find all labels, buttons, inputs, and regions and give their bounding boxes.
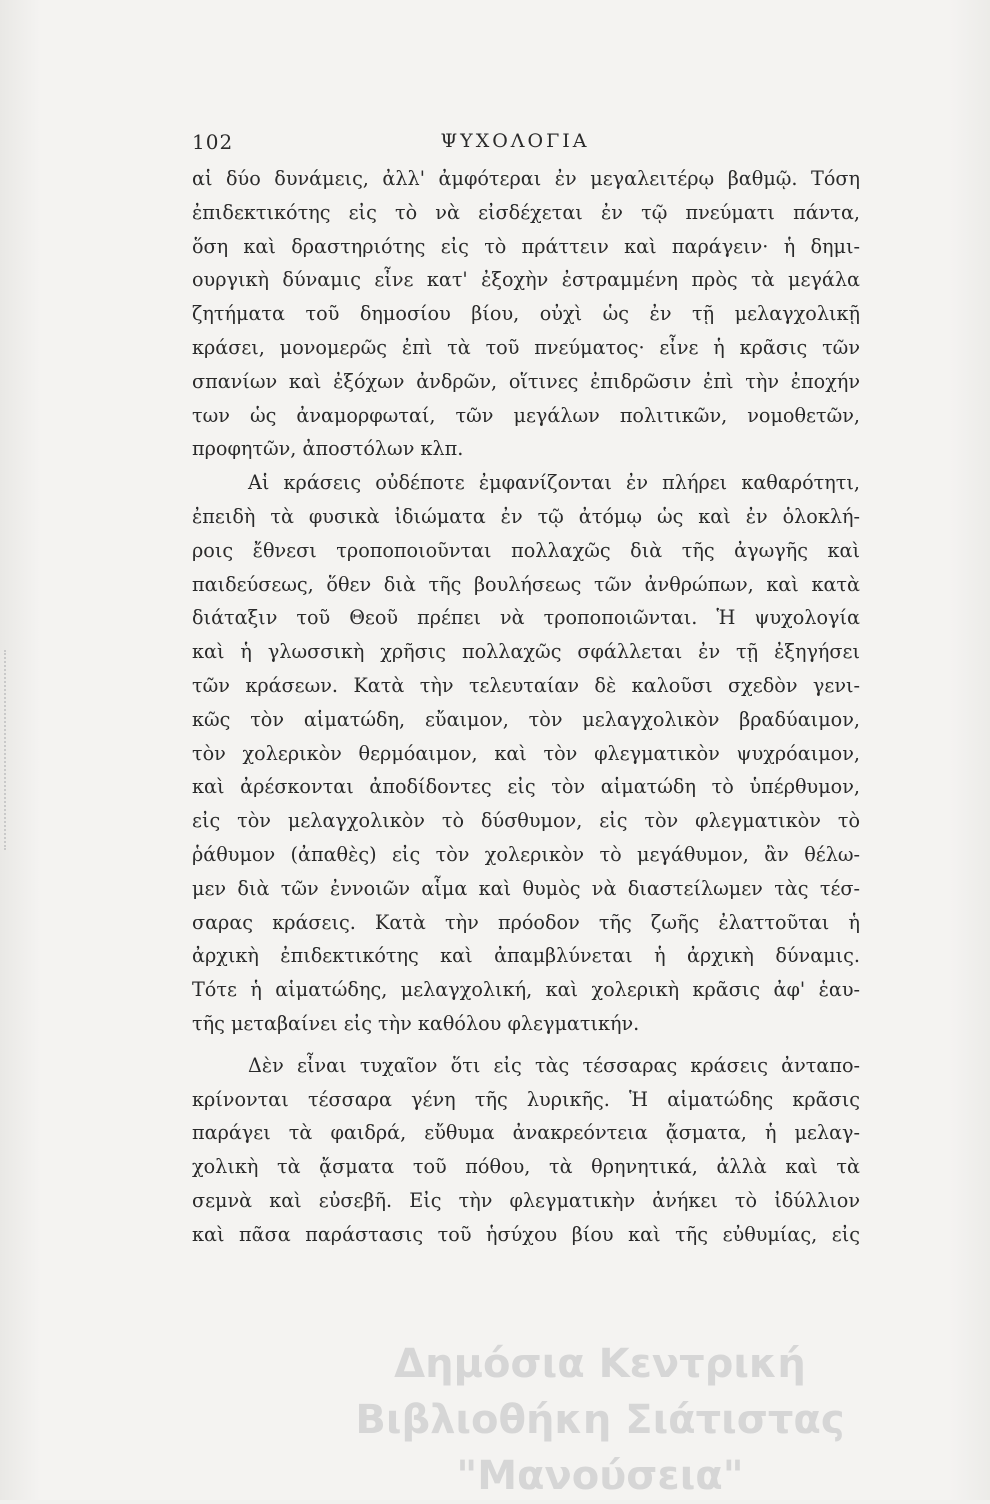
body-text — [192, 162, 860, 1252]
text-line: κρίνονται τέσσαρα γένη τῆς λυρικῆς. Ἡ αἱματώδης κρᾶσις — [192, 1087, 860, 1111]
text-line: σπανίων καὶ ἐξόχων ἀνδρῶν, οἵτινες ἐπιδρῶσιν ἐπὶ τὴν ἐποχήν — [192, 369, 860, 393]
text-line: διάταξιν τοῦ Θεοῦ πρέπει νὰ τροποποιῶνται. Ἡ ψυχολογία — [192, 606, 860, 630]
paragraph-3 — [192, 1049, 860, 1252]
text-line: σεμνὰ καὶ εὐσεβῆ. Εἰς τὴν φλεγματικὴν ἀνήκει τὸ ἰδύλλιον — [192, 1188, 860, 1212]
text-line: προφητῶν, ἀποστόλων κλπ. — [192, 437, 464, 461]
text-line: παράγει τὰ φαιδρά, εὔθυμα ἀνακρεόντεια ᾄσματα, ἡ μελαγ- — [192, 1121, 860, 1145]
text-line: ζητήματα τοῦ δημοσίου βίου, οὐχὶ ὡς ἐν τῇ μελαγχολικῇ — [192, 302, 860, 326]
paragraph-gap — [192, 1041, 860, 1049]
paragraph-1 — [192, 162, 860, 466]
text-line: τὸν χολερικὸν θερμόαιμον, καὶ τὸν φλεγματικὸν ψυχρόαιμον, — [192, 741, 860, 765]
text-line: Τότε ἡ αἱματώδης, μελαγχολική, καὶ χολερικὴ κρᾶσις ἀφ' ἑαυ- — [192, 978, 860, 1002]
text-line: σαρας κράσεις. Κατὰ τὴν πρόοδον τῆς ζωῆς ἐλαττοῦται ἡ — [192, 910, 860, 934]
text-line: ουργικὴ δύναμις εἶνε κατ' ἐξοχὴν ἐστραμμένη πρὸς τὰ μεγάλα — [192, 268, 860, 292]
text-line: κράσει, μονομερῶς ἐπὶ τὰ τοῦ πνεύματος· εἶνε ἡ κρᾶσις τῶν — [192, 335, 860, 359]
text-line: ὅση καὶ δραστηριότης εἰς τὸ πράττειν καὶ παράγειν· ἡ δημι- — [192, 234, 860, 258]
text-line: μεν διὰ τῶν ἐννοιῶν αἷμα καὶ θυμὸς νὰ διαστείλωμεν τὰς τέσ- — [192, 876, 860, 900]
text-line: παιδεύσεως, ὅθεν διὰ τῆς βουλήσεως τῶν ἀνθρώπων, καὶ κατὰ — [192, 572, 860, 596]
text-line: Αἱ κράσεις οὐδέποτε ἐμφανίζονται ἐν πλήρει καθαρότητι, — [248, 471, 860, 495]
text-line: καὶ ἡ γλωσσικὴ χρῆσις πολλαχῶς σφάλλεται ἐν τῇ ἐξηγήσει — [192, 640, 860, 664]
paragraph-2 — [192, 466, 860, 1041]
watermark-line-1: Δημόσια Κεντρική — [394, 1341, 806, 1387]
library-watermark — [220, 1336, 980, 1504]
text-line: καὶ ἀρέσκονται ἀποδίδοντες εἰς τὸν αἱματώδη τὸ ὑπέρθυμον, — [192, 775, 860, 799]
watermark-line-2: Βιβλιοθήκη Σιάτιστας "Μανούσεια" — [355, 1397, 845, 1499]
text-line: τῆς μεταβαίνει εἰς τὴν καθόλου φλεγματικήν. — [192, 1011, 640, 1035]
text-line: των ὡς ἀναμορφωταί, τῶν μεγάλων πολιτικῶν, νομοθετῶν, — [192, 403, 860, 427]
text-line: ῥάθυμον (ἀπαθὲς) εἰς τὸν χολερικὸν τὸ μεγάθυμον, ἂν θέλω- — [192, 842, 860, 866]
text-line: ἐπιδεκτικότης εἰς τὸ νὰ εἰσδέχεται ἐν τῷ πνεύματι πάντα, — [192, 200, 860, 224]
text-line: χολικὴ τὰ ᾄσματα τοῦ πόθου, τὰ θρηνητικά, ἀλλὰ καὶ τὰ — [192, 1155, 860, 1179]
page-number: 102 — [192, 130, 234, 154]
text-line: ροις ἔθνεσι τροποποιοῦνται πολλαχῶς διὰ τῆς ἀγωγῆς καὶ — [192, 538, 860, 562]
text-line: κῶς τὸν αἱματώδη, εὔαιμον, τὸν μελαγχολικὸν βραδύαιμον, — [192, 707, 860, 731]
running-title: ΨΥΧΟΛΟΓΙΑ — [440, 130, 590, 152]
text-line: καὶ πᾶσα παράστασις τοῦ ἡσύχου βίου καὶ τῆς εὐθυμίας, εἰς — [192, 1222, 860, 1246]
text-line: ἐπειδὴ τὰ φυσικὰ ἰδιώματα ἐν τῷ ἀτόμῳ ὡς καὶ ἐν ὁλοκλή- — [192, 504, 860, 528]
text-line: Δὲν εἶναι τυχαῖον ὅτι εἰς τὰς τέσσαρας κράσεις ἀνταπο- — [248, 1053, 860, 1077]
text-line: εἰς τὸν μελαγχολικὸν τὸ δύσθυμον, εἰς τὸν φλεγματικὸν τὸ — [192, 809, 860, 833]
text-line: ἀρχικὴ ἐπιδεκτικότης καὶ ἀπαμβλύνεται ἡ ἀρχικὴ δύναμις. — [192, 944, 860, 968]
text-line: τῶν κράσεων. Κατὰ τὴν τελευταίαν δὲ καλοῦσι σχεδὸν γενι- — [192, 673, 860, 697]
text-line: αἱ δύο δυνάμεις, ἀλλ' ἀμφότεραι ἐν μεγαλειτέρῳ βαθμῷ. Τόση — [192, 167, 860, 190]
page-edge-marks — [4, 650, 9, 850]
